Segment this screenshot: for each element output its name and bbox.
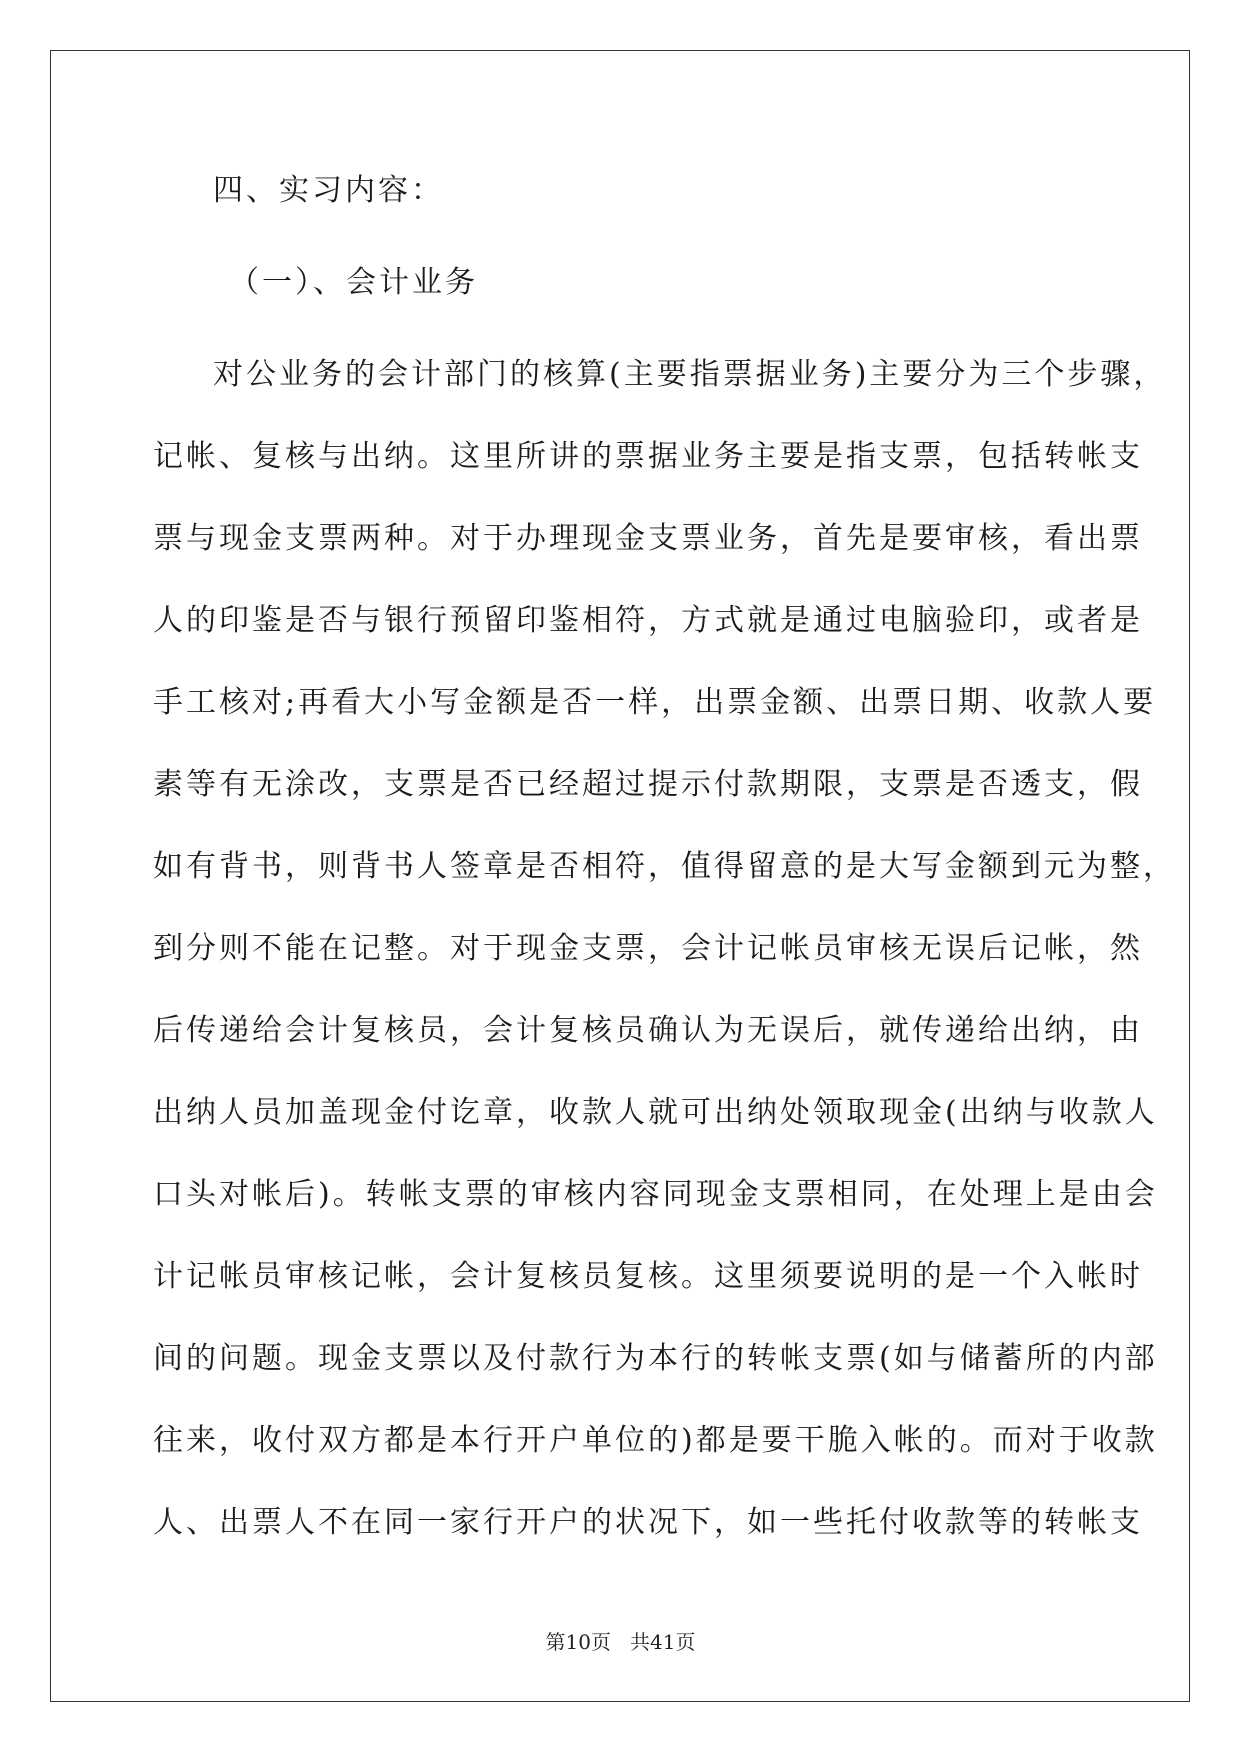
paragraph-line: 间的问题。现金支票以及付款行为本行的转帐支票(如与储蓄所的内部 (153, 1341, 1158, 1376)
subsection-heading: （一）、会计业务 (229, 265, 478, 300)
page-number-footer: 第10页 共41页 (545, 1630, 696, 1654)
paragraph-line: 如有背书，则背书人签章是否相符，值得留意的是大写金额到元为整， (153, 849, 1176, 884)
paragraph-line: 出纳人员加盖现金付讫章，收款人就可出纳处领取现金(出纳与收款人 (153, 1095, 1158, 1130)
paragraph-line: 手工核对;再看大小写金额是否一样，出票金额、出票日期、收款人要 (153, 685, 1157, 720)
paragraph-line: 往来，收付双方都是本行开户单位的)都是要干脆入帐的。而对于收款 (153, 1423, 1158, 1458)
paragraph-line: 到分则不能在记整。对于现金支票，会计记帐员审核无误后记帐，然 (153, 931, 1143, 966)
paragraph-line: 计记帐员审核记帐，会计复核员复核。这里须要说明的是一个入帐时 (153, 1259, 1143, 1294)
paragraph-line: 口头对帐后)。转帐支票的审核内容同现金支票相同，在处理上是由会 (153, 1177, 1158, 1212)
paragraph-line: 人、出票人不在同一家行开户的状况下，如一些托付收款等的转帐支 (153, 1505, 1143, 1540)
paragraph-line: 人的印鉴是否与银行预留印鉴相符，方式就是通过电脑验印，或者是 (153, 603, 1143, 638)
paragraph-line: 素等有无涂改，支票是否已经超过提示付款期限，支票是否透支，假 (153, 767, 1143, 802)
paragraph-line: 票与现金支票两种。对于办理现金支票业务，首先是要审核，看出票 (153, 521, 1143, 556)
section-heading: 四、实习内容： (213, 173, 444, 208)
paragraph-line: 对公业务的会计部门的核算(主要指票据业务)主要分为三个步骤， (213, 357, 1167, 392)
paragraph-line: 记帐、复核与出纳。这里所讲的票据业务主要是指支票，包括转帐支 (153, 439, 1143, 474)
paragraph (153, 344, 1176, 1554)
paragraph-line: 后传递给会计复核员，会计复核员确认为无误后，就传递给出纳，由 (153, 1013, 1143, 1048)
document-body (153, 160, 1176, 1574)
